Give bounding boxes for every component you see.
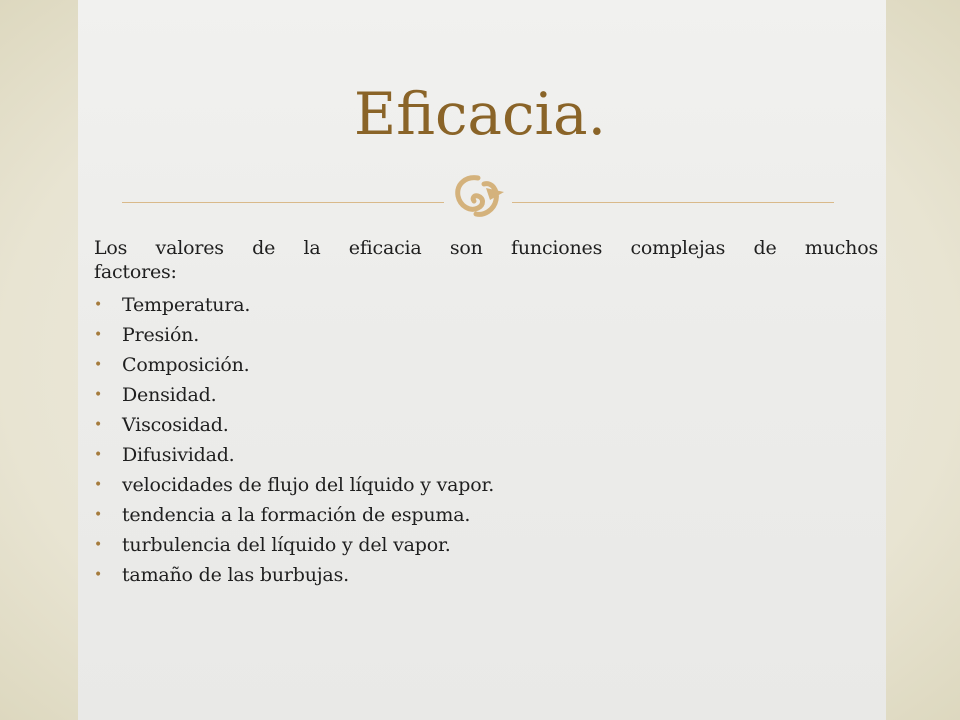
bullet-icon: • bbox=[94, 567, 103, 583]
bullet-icon: • bbox=[94, 357, 103, 373]
list-item-text: Composición. bbox=[122, 354, 250, 376]
bullet-icon: • bbox=[94, 537, 103, 553]
list-item bbox=[94, 560, 878, 590]
title-divider-right bbox=[512, 202, 834, 203]
bullet-icon: • bbox=[94, 447, 103, 463]
list-item-text: tendencia a la formación de espuma. bbox=[122, 504, 471, 526]
bullet-icon: • bbox=[94, 507, 103, 523]
list-item bbox=[94, 320, 878, 350]
bullet-icon: • bbox=[94, 387, 103, 403]
list-item-text: tamaño de las burbujas. bbox=[122, 564, 349, 586]
list-item bbox=[94, 350, 878, 380]
bullet-icon: • bbox=[94, 297, 103, 313]
list-item bbox=[94, 410, 878, 440]
list-item-text: Densidad. bbox=[122, 384, 217, 406]
intro-paragraph bbox=[94, 236, 878, 284]
list-item-text: Difusividad. bbox=[122, 444, 235, 466]
list-item bbox=[94, 470, 878, 500]
list-item-text: Viscosidad. bbox=[122, 414, 229, 436]
bullet-icon: • bbox=[94, 417, 103, 433]
list-item bbox=[94, 530, 878, 560]
slide-title: Eficacia. bbox=[353, 80, 607, 148]
list-item bbox=[94, 440, 878, 470]
factor-list bbox=[94, 290, 878, 590]
bullet-icon: • bbox=[94, 327, 103, 343]
list-item-text: turbulencia del líquido y del vapor. bbox=[122, 534, 451, 556]
list-item-text: velocidades de flujo del líquido y vapor. bbox=[122, 474, 495, 496]
list-item-text: Temperatura. bbox=[122, 294, 251, 316]
intro-line-2: factores: bbox=[94, 261, 177, 283]
slide-body bbox=[94, 236, 878, 590]
bullet-icon: • bbox=[94, 477, 103, 493]
title-divider-left bbox=[122, 202, 444, 203]
list-item-text: Presión. bbox=[122, 324, 200, 346]
intro-line-1: Los valores de la eficacia son funciones complejas de muchos bbox=[94, 237, 878, 259]
list-item bbox=[94, 500, 878, 530]
list-item bbox=[94, 290, 878, 320]
fleuron-ornament-icon bbox=[448, 170, 510, 222]
list-item bbox=[94, 380, 878, 410]
